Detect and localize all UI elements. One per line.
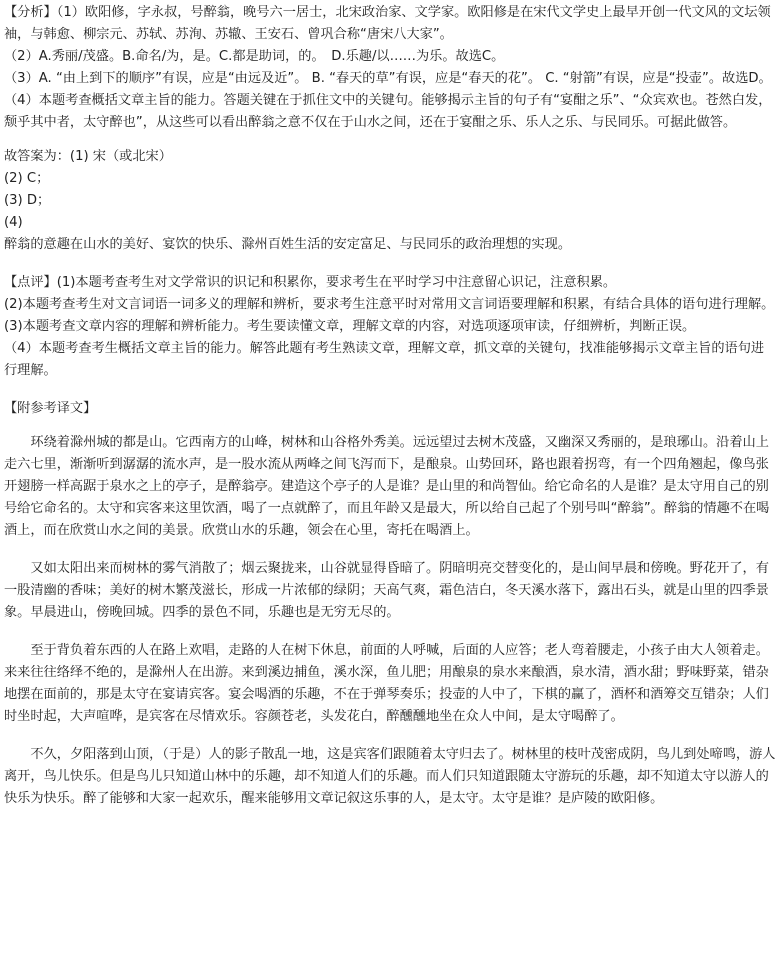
comment-point-1: 【点评】(1)本题考查考生对文学常识的识记和积累你，要求考生在平时学习中注意留心识记，注意积累。: [4, 275, 617, 290]
answer-line-1: 故答案为：(1) 宋（或北宋）: [4, 149, 172, 164]
comment-section: [4, 272, 776, 382]
analysis-point-2: （2）A.秀丽/茂盛。B.命名/为，是。C.都是助词，的。 D.乐趣/以……为乐。故选C。: [4, 49, 505, 64]
spacer: [4, 542, 776, 558]
analysis-section: [4, 2, 776, 134]
answer-section: [4, 146, 776, 256]
spacer: [4, 382, 776, 398]
translation-paragraph-2: 又如太阳出来而树林的雾气消散了；烟云聚拢来，山谷就显得昏暗了。阴暗明亮交替变化的，是山间早晨和傍晚。野花开了，有一股清幽的香味；美好的树木繁茂滋长，形成一片浓郁的绿阴；天高气爽，霜色洁白，冬天溪水落下，露出石头，就是山里的四季景象。早晨进山，傍晚回城。四季的景色不同，乐趣也是无穷无尽的。: [4, 561, 769, 620]
answer-line-2: (2) C；: [4, 171, 50, 186]
answer-line-3: (3) D；: [4, 193, 51, 208]
answer-line-4: (4): [4, 215, 23, 230]
spacer: [4, 624, 776, 640]
analysis-point-3: （3）A. “由上到下的顺序”有误，应是“由远及近”。 B. “春天的草”有误，应是“春天的花”。 C. “射箭”有误，应是“投壶”。故选D。: [4, 71, 772, 86]
answer-line-5: 醉翁的意趣在山水的美好、宴饮的快乐、滁州百姓生活的安定富足、与民同乐的政治理想的实现。: [4, 237, 572, 252]
comment-point-3: (3)本题考查文章内容的理解和辨析能力。考生要读懂文章，理解文章的内容，对选项逐项审读，仔细辨析，判断正误。: [4, 319, 696, 334]
analysis-point-4: （4）本题考查概括文章主旨的能力。答题关键在于抓住文中的关键句。能够揭示主旨的句子有“宴酣之乐”、“众宾欢也。苍然白发，颓乎其中者，太守醉也”，从这些可以看出醉翁之意不仅在于山水之间，还在于宴酣之乐、乐人之乐、与民同乐。可据此做答。: [4, 93, 772, 130]
translation-section: [4, 398, 776, 810]
comment-point-2: (2)本题考查考生对文言词语一词多义的理解和辨析，要求考生注意平时对常用文言词语要理解和积累，有结合具体的语句进行理解。: [4, 297, 775, 312]
spacer: [4, 420, 776, 432]
analysis-point-1: 【分析】（1）欧阳修，字永叔，号醉翁，晚号六一居士，北宋政治家、文学家。欧阳修是在宋代文学史上最早开创一代文风的文坛领袖，与韩愈、柳宗元、苏轼、苏洵、苏辙、王安石、曾巩合称“唐宋八大家”。: [4, 5, 771, 42]
spacer: [4, 728, 776, 744]
spacer: [4, 134, 776, 146]
translation-heading: 【附参考译文】: [4, 401, 97, 416]
translation-paragraph-3: 至于背负着东西的人在路上欢唱，走路的人在树下休息，前面的人呼喊，后面的人应答；老人弯着腰走，小孩子由大人领着走。来来往往络绎不绝的，是滁州人在出游。来到溪边捕鱼，溪水深，鱼儿肥；用酿泉的泉水来酿酒，泉水清，酒水甜；野味野菜，错杂地摆在面前的，那是太守在宴请宾客。宴会喝酒的乐趣，不在于弹琴奏乐；投壶的人中了，下棋的赢了，酒杯和酒筹交互错杂；人们时坐时起，大声喧哗，是宾客在尽情欢乐。容颜苍老，头发花白，醉醺醺地坐在众人中间，是太守喝醉了。: [4, 643, 769, 724]
comment-point-4: （4）本题考查考生概括文章主旨的能力。解答此题有考生熟读文章，理解文章，抓文章的关键句，找准能够揭示文章主旨的语句进行理解。: [4, 341, 765, 378]
translation-paragraph-4: 不久，夕阳落到山顶，（于是）人的影子散乱一地，这是宾客们跟随着太守归去了。树林里的枝叶茂密成阴，鸟儿到处啼鸣，游人离开，鸟儿快乐。但是鸟儿只知道山林中的乐趣，却不知道人们的乐趣。而人们只知道跟随太守游玩的乐趣，却不知道太守以游人的快乐为快乐。醉了能够和大家一起欢乐，醒来能够用文章记叙这乐事的人，是太守。太守是谁？是庐陵的欧阳修。: [4, 747, 776, 806]
translation-paragraph-1: 环绕着滁州城的都是山。它西南方的山峰，树林和山谷格外秀美。远远望过去树木茂盛，又幽深又秀丽的，是琅琊山。沿着山上走六七里，渐渐听到潺潺的流水声，是一股水流从两峰之间飞泻而下，是酿泉。山势回环，路也跟着拐弯，有一个四角翘起，像鸟张开翅膀一样高踞于泉水之上的亭子，是醉翁亭。建造这个亭子的人是谁？是山里的和尚智仙。给它命名的人是谁？是太守用自己的别号给它命名的。太守和宾客来这里饮酒，喝了一点就醉了，而且年龄又是最大，所以给自己起了个别号叫“醉翁”。醉翁的情趣不在喝酒上，而在欣赏山水之间的美景。欣赏山水的乐趣，领会在心里，寄托在喝酒上。: [4, 435, 770, 538]
spacer: [4, 256, 776, 272]
